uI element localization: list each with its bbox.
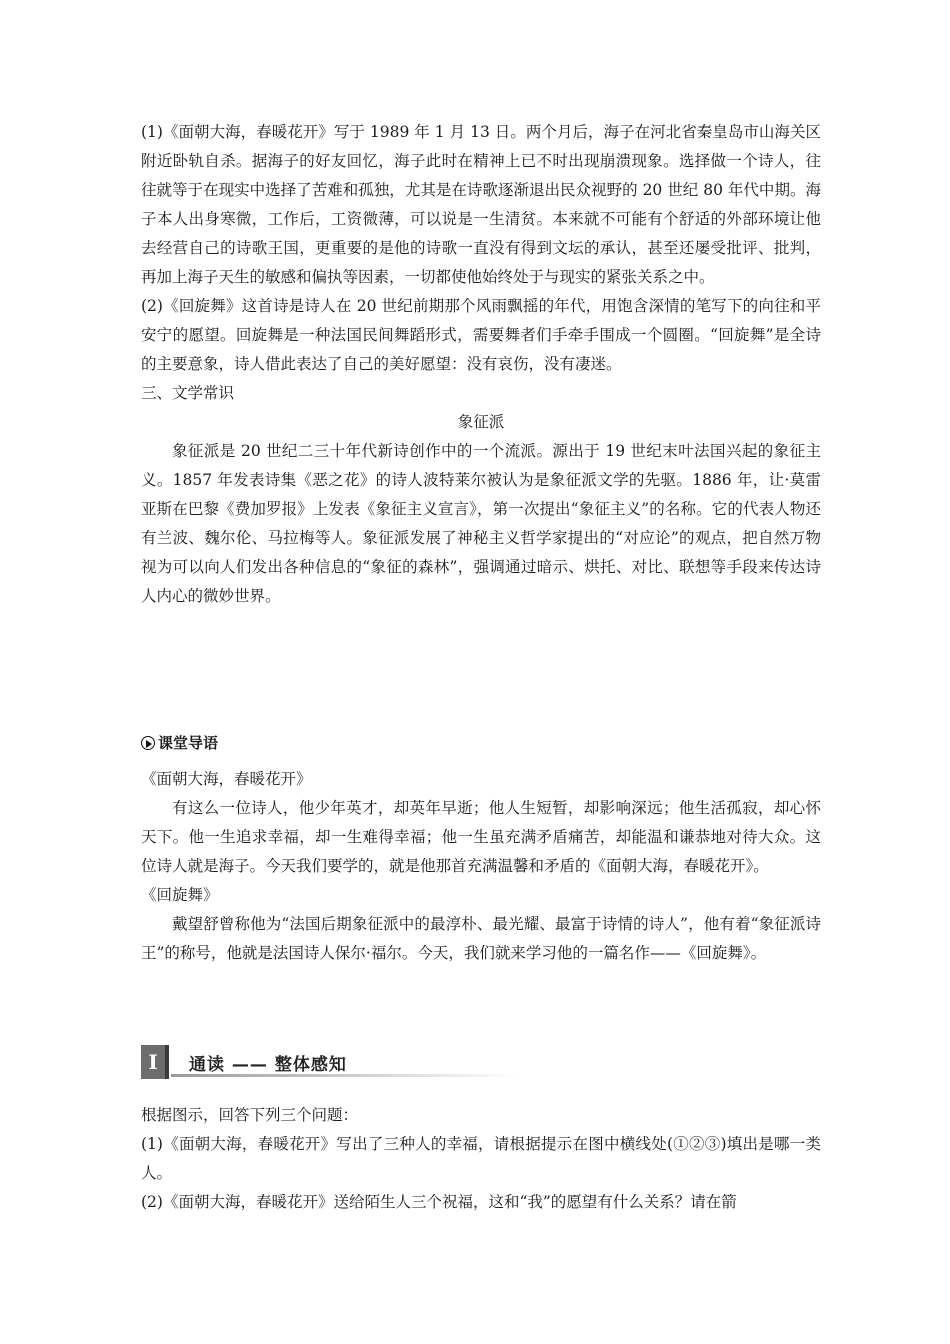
background-paragraph-1: (1)《面朝大海，春暖花开》写于 1989 年 1 月 13 日。两个月后，海子在河北省秦皇岛市山海关区附近卧轨自杀。据海子的好友回忆，海子此时在精神上已不时出现崩溃现象。选择做一个诗人，往往就等于在现实中选择了苦难和孤独，尤其是在诗歌逐渐退出民众视野的 20 世纪 80 年代中期。海子本人出身寒微，工作后，工资微薄，可以说是一生清贫。本来就不可能有个舒适的外部环境让他去经营自己的诗歌王国，更重要的是他的诗歌一直没有得到文坛的承认，甚至还屡受批评、批判，再加上海子天生的敏感和偏执等因素，一切都使他始终处于与现实的紧张关系之中。 [141,123,821,286]
class-guide-section [141,765,821,968]
literature-title: 象征派 [457,413,505,431]
poem1-title: 《面朝大海，春暖花开》 [141,770,312,788]
tasks-intro: 根据图示，回答下列三个问题： [141,1106,359,1124]
literature-body: 象征派是 20 世纪二三十年代新诗创作中的一个流派。源出于 19 世纪末叶法国兴起的象征主义。1857 年发表诗集《恶之花》的诗人波特莱尔被认为是象征派文学的先驱。1886 年，让·莫雷亚斯在巴黎《费加罗报》上发表《象征主义宣言》，第一次提出“象征主义”的名称。它的代表人物还有兰波、魏尔伦、马拉梅等人。象征派发展了神秘主义哲学家提出的“对应论”的观点，把自然万物视为可以向人们发出各种信息的“象征的森林”，强调通过暗示、烘托、对比、联想等手段来传达诗人内心的微妙世界。 [141,442,821,605]
section-title: 通读 —— 整体感知 [189,1054,347,1075]
section-underline [171,1074,521,1077]
background-paragraph-2: (2)《回旋舞》这首诗是诗人在 20 世纪前期那个风雨飘摇的年代，用饱含深情的笔写下的向往和平安宁的愿望。回旋舞是一种法国民间舞蹈形式，需要舞者们手牵手围成一个圆圈。“回旋舞”是全诗的主要意象，诗人借此表达了自己的美好愿望：没有哀伤，没有凄迷。 [141,297,821,373]
class-guide-heading [141,732,218,754]
class-guide-label: 课堂导语 [158,734,219,752]
task-question-2: (2)《面朝大海，春暖花开》送给陌生人三个祝福，这和“我”的愿望有什么关系？请在箭 [141,1193,737,1211]
poem2-intro: 戴望舒曾称他为“法国后期象征派中的最淳朴、最光耀、最富于诗情的诗人”，他有着“象征派诗王”的称号，他就是法国诗人保尔·福尔。今天，我们就来学习他的一篇名作——《回旋舞》。 [141,915,821,962]
task-question-1: (1)《面朝大海，春暖花开》写出了三种人的幸福，请根据提示在图中横线处(①②③)填出是哪一类人。 [141,1135,821,1182]
section-banner [141,1045,521,1079]
poem2-title: 《回旋舞》 [141,886,219,904]
literature-heading: 三、文学常识 [141,384,235,402]
poem1-intro: 有这么一位诗人，他少年英才，却英年早逝；他人生短暂，却影响深远；他生活孤寂，却心怀天下。他一生追求幸福，却一生难得幸福；他一生虽充满矛盾痛苦，却能温和谦恭地对待大众。这位诗人就是海子。今天我们要学的，就是他那首充满温馨和矛盾的《面朝大海，春暖花开》。 [141,799,821,875]
tasks-section [141,1101,821,1217]
background-section [141,118,821,611]
section-number: I [141,1045,169,1079]
play-circle-icon [141,736,155,750]
